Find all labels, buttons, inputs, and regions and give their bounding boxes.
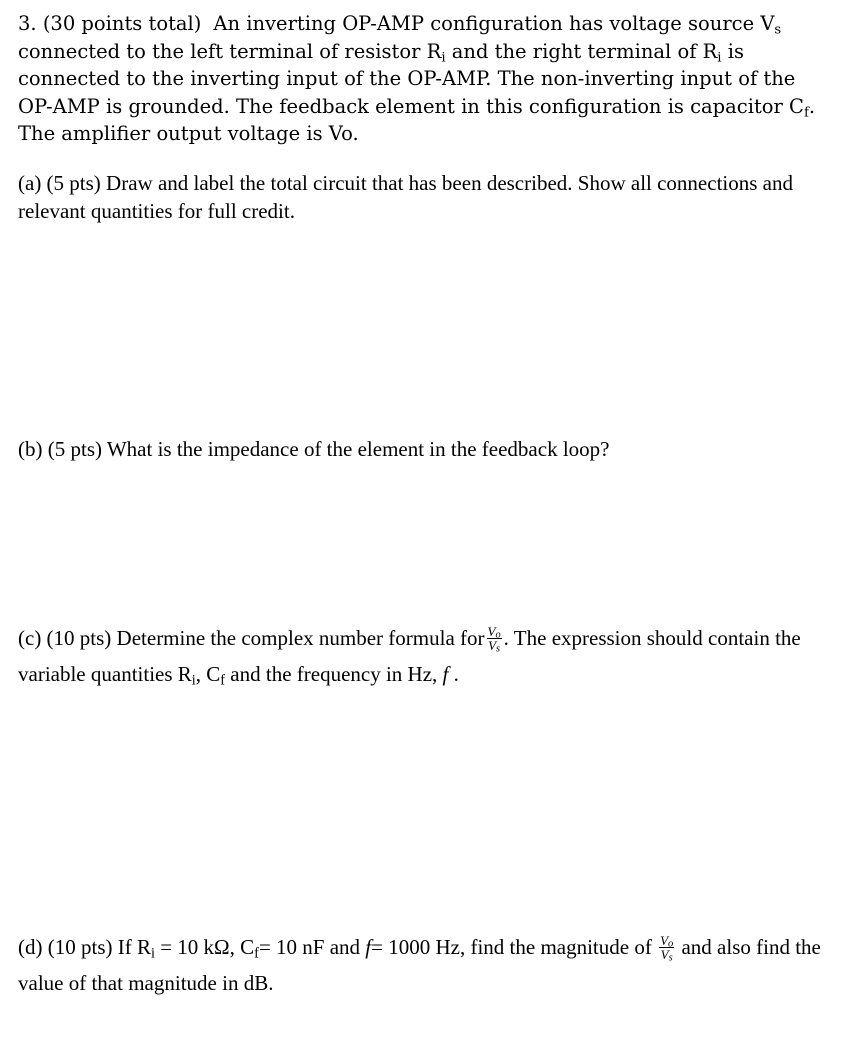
subscript-i: i [717,49,722,65]
part-d-text-4: = 1000 Hz, find the magnitude of [371,935,652,959]
part-c-text-3: , C [195,662,221,686]
problem-text-4: is connected to the inverting input of the OP-AMP. The non-inverting input of the OP-AMP is grounded. The feedback element in this configuration is capacitor C [18,39,804,118]
part-c-text-5: . [448,662,459,686]
problem-text-1: An inverting OP-AMP configuration has voltage source V [213,12,775,35]
part-c-text-2: . The expression should contain the variable quantities R [18,626,801,686]
numerator-v: V [660,932,669,948]
denominator-subscript: s [668,952,673,964]
numerator-v: V [487,623,496,639]
part-b-question [18,435,843,463]
frequency-variable: f [365,935,372,959]
vo-over-vs-fraction [659,932,674,964]
numerator-subscript: o [668,938,674,950]
subscript-f: f [254,945,259,962]
problem-number: 3. [18,12,37,35]
part-c-text-1: (c) (10 pts) Determine the complex number formula for [18,626,485,650]
problem-statement [18,10,836,148]
part-d-text-2: = 10 kΩ, C [154,935,255,959]
part-d-text-3: = 10 nF and [258,935,366,959]
vo-over-vs-fraction [487,623,502,655]
subscript-f: f [220,672,226,689]
denominator-subscript: s [496,643,501,655]
subscript-f: f [803,104,809,120]
part-c-text-4: and the frequency in Hz, [225,662,443,686]
subscript-i: i [441,49,446,65]
part-d-question [18,929,843,1001]
fraction-denominator [659,946,674,964]
part-a-question [18,169,843,225]
subscript-i: i [150,945,155,962]
fraction-numerator [487,625,502,639]
frequency-variable: f [442,662,449,686]
subscript-i: i [191,672,196,689]
part-a-text: (a) (5 pts) Draw and label the total circuit that has been described. Show all connections and relevant quantities for full credit. [18,171,793,223]
problem-points: (30 points total) [42,12,202,35]
part-c-question [18,620,843,692]
fraction-denominator [487,637,502,655]
denominator-v: V [660,946,669,962]
problem-text-2: connected to the left terminal of resistor R [18,39,442,63]
denominator-v: V [488,637,497,653]
part-d-text-1: (d) (10 pts) If R [18,935,151,959]
subscript-s: s [774,22,782,38]
part-d-text-5: and also find the value of that magnitude in dB. [18,935,821,995]
part-b-text: (b) (5 pts) What is the impedance of the element in the feedback loop? [18,437,610,461]
problem-text-3: and the right terminal of R [445,39,718,63]
numerator-subscript: o [495,629,501,641]
fraction-numerator [659,934,674,948]
problem-text-5: . The amplifier output voltage is Vo. [18,94,816,145]
